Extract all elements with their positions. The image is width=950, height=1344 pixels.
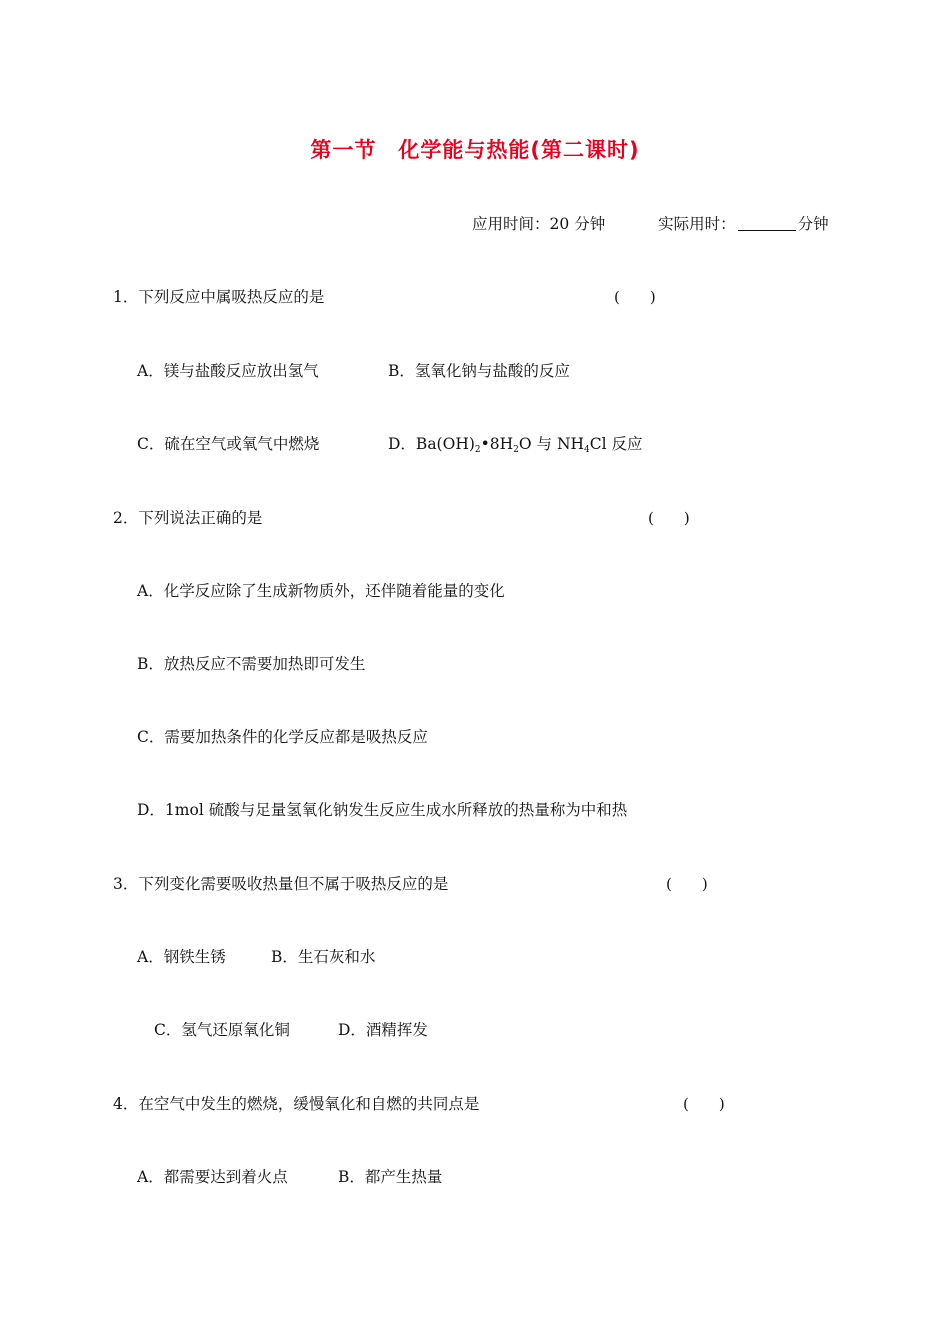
- question-1-option-d: D．$Ba(OH)_2•8H_2O$ 与 $NH_4Cl$ 反应: [388, 435, 643, 455]
- actual-time-label: 实际用时：: [658, 215, 736, 233]
- question-1-option-b: B．氢氧化钠与盐酸的反应: [388, 362, 570, 380]
- question-1-option-c: C．硫在空气或氧气中燃烧: [137, 435, 320, 453]
- planned-time-value: 20: [549, 215, 570, 233]
- question-3-option-c: C．氢气还原氧化铜: [154, 1021, 290, 1039]
- question-3-option-b: B．生石灰和水: [271, 948, 376, 966]
- question-2-stem: 2．下列说法正确的是: [113, 509, 263, 527]
- question-1-stem: 1．下列反应中属吸热反应的是: [113, 288, 325, 306]
- question-1-answer-paren[interactable]: ( ): [614, 288, 656, 306]
- actual-time-blank[interactable]: [738, 214, 796, 231]
- planned-time-label: 应用时间：: [472, 215, 550, 233]
- actual-time-unit: 分钟: [797, 215, 829, 233]
- question-4-option-a: A．都需要达到着火点: [137, 1168, 288, 1186]
- question-3-option-d: D．酒精挥发: [338, 1021, 428, 1039]
- question-2-answer-paren[interactable]: ( ): [648, 509, 690, 527]
- page-title: [0, 134, 950, 164]
- question-4-option-b: B．都产生热量: [338, 1168, 443, 1186]
- question-3-answer-paren[interactable]: ( ): [666, 875, 708, 893]
- title-section: 第一节: [310, 138, 377, 162]
- question-2-option-d: D．1mol 硫酸与足量氢氧化钠发生反应生成水所释放的热量称为中和热: [137, 801, 628, 819]
- question-4-stem: 4．在空气中发生的燃烧，缓慢氧化和自燃的共同点是: [113, 1095, 480, 1113]
- question-1-option-a: A．镁与盐酸反应放出氢气: [137, 362, 319, 380]
- time-info: [472, 212, 829, 234]
- question-2-option-a: A．化学反应除了生成新物质外，还伴随着能量的变化: [137, 582, 505, 600]
- planned-time-unit: 分钟: [574, 215, 606, 233]
- question-3-option-a: A．钢铁生锈: [137, 948, 226, 966]
- title-topic: 化学能与热能(第二课时): [398, 138, 640, 162]
- question-4-answer-paren[interactable]: ( ): [683, 1095, 725, 1113]
- question-2-option-c: C．需要加热条件的化学反应都是吸热反应: [137, 728, 428, 746]
- question-3-stem: 3．下列变化需要吸收热量但不属于吸热反应的是: [113, 875, 449, 893]
- question-2-option-b: B．放热反应不需要加热即可发生: [137, 655, 366, 673]
